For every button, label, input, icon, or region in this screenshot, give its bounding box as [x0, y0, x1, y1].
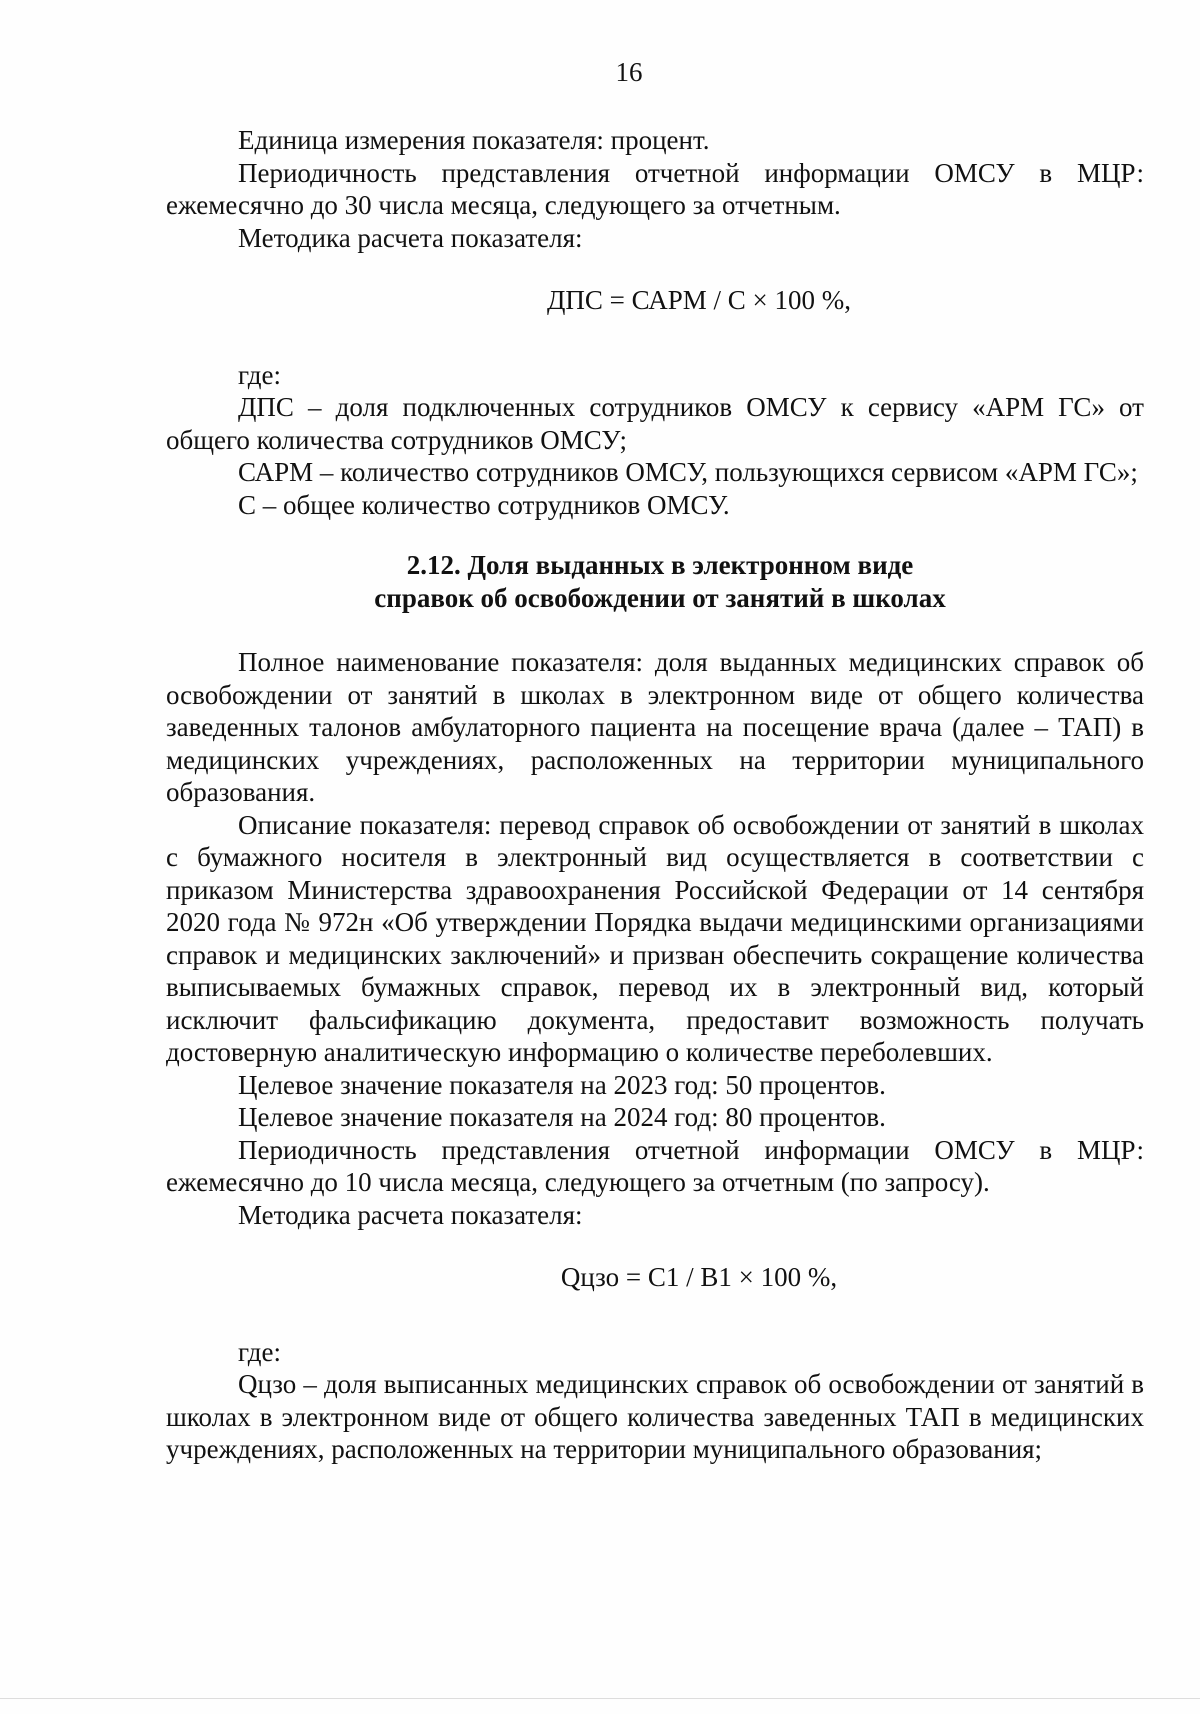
- scan-bottom-edge: [0, 1698, 1200, 1699]
- section-heading: [166, 549, 1144, 614]
- definition-qczo: Qцзо – доля выписанных медицинских справок об освобождении от занятий в школах в электронном виде от общего количества заведенных ТАП в медицинских учреждениях, расположенных на территории муниципального образования;: [166, 1369, 1144, 1464]
- definition-sarm: САРМ – количество сотрудников ОМСУ, пользующихся сервисом «АРМ ГС»;: [238, 457, 1138, 487]
- section-heading-line-1: 2.12. Доля выданных в электронном виде: [406, 550, 914, 580]
- definition-dps: ДПС – доля подключенных сотрудников ОМСУ к сервису «АРМ ГС» от общего количества сотрудников ОМСУ;: [166, 392, 1144, 455]
- periodicity-paragraph: Периодичность представления отчетной информации ОМСУ в МЦР: ежемесячно до 30 числа месяца, следующего за отчетным.: [166, 157, 1144, 220]
- description-paragraph: Описание показателя: перевод справок об освобождении от занятий в школах с бумажного носителя в электронный вид осуществляется в соответствии с приказом Министерства здравоохранения Российской Федерации от 14 сентября 2020 года № 972н «Об утверждении Порядка выдачи медицинскими организациями справок и медицинских заключений» и призван обеспечить сокращение количества выписываемых бумажных справок, перевод их в электронный вид, который исключит фальсификацию документа, предоставит возможность получать достоверную аналитическую информацию о количестве переболевших.: [166, 809, 1144, 1067]
- where-label-2: где:: [238, 1336, 281, 1367]
- definition-s: С – общее количество сотрудников ОМСУ.: [238, 489, 730, 520]
- formula-qczo: Qцзо = С1 / В1 × 100 %,: [560, 1262, 838, 1292]
- unit-paragraph: Единица измерения показателя: процент.: [238, 125, 710, 155]
- periodicity-paragraph-2: Периодичность представления отчетной информации ОМСУ в МЦР: ежемесячно до 10 числа месяца, следующего за отчетным (по запросу).: [166, 1134, 1144, 1197]
- page-content: [166, 124, 1144, 1466]
- formula-dps: ДПС = САРМ / С × 100 %,: [546, 285, 852, 315]
- target-2024-paragraph: Целевое значение показателя на 2024 год: 80 процентов.: [238, 1102, 886, 1132]
- section-heading-line-2: справок об освобождении от занятий в школах: [374, 582, 946, 613]
- page-number: 16: [615, 57, 643, 87]
- where-label: где:: [238, 359, 281, 390]
- target-2023-paragraph: Целевое значение показателя на 2023 год: 50 процентов.: [238, 1069, 886, 1100]
- section-prev-indicator: [166, 124, 1144, 521]
- method-label: Методика расчета показателя:: [238, 222, 583, 253]
- method-label-2: Методика расчета показателя:: [238, 1199, 583, 1230]
- section-2-12-body: [166, 646, 1144, 1466]
- full-name-paragraph: Полное наименование показателя: доля выданных медицинских справок об освобождении от занятий в школах в электронном виде от общего количества заведенных талонов амбулаторного пациента на посещение врача (далее – ТАП) в медицинских учреждениях, расположенных на территории муниципального образования.: [166, 647, 1144, 807]
